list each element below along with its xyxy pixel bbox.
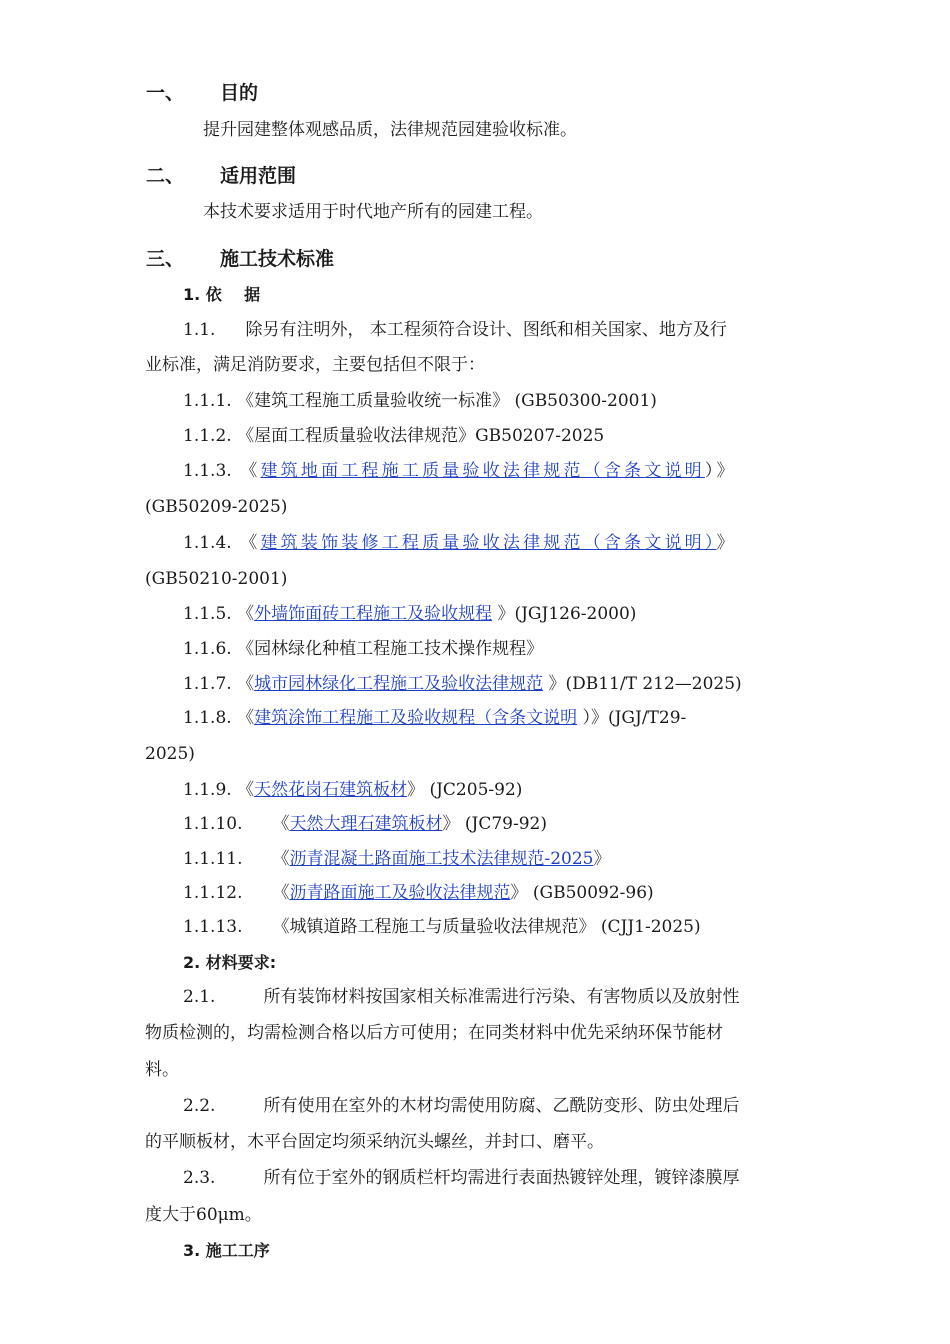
reference-link[interactable]: 天然花岗石建筑板材 [254,780,408,800]
reference-number: 1.1.10. [183,814,243,834]
paragraph-line [183,1095,739,1117]
paragraph-line: 料。 [145,1060,179,1080]
section-number: 一、 [146,82,185,104]
reference-number: 1.1.7. [183,674,232,694]
paragraph-number: 1.1. [183,320,216,340]
reference-text: 《园林绿化种植工程施工技术操作规程》 [237,639,544,659]
reference-link[interactable]: 建筑涂饰工程施工及验收规程（含条文说明 [254,708,578,728]
reference-item [183,638,543,660]
reference-item: 1.1.10. 《天然大理石建筑板材》 (JC79-92) [183,814,547,834]
reference-number: 1.1.13. [183,917,243,937]
reference-number: 1.1.8. [183,708,232,728]
paragraph-text: 除另有注明外， 本工程须符合设计、图纸和相关国家、地方及行 [245,320,727,340]
reference-item: 1.1.11. 《沥青混凝土路面施工技术法律规范-2025》 [183,849,611,869]
section-heading [146,82,258,104]
reference-number: 1.1.12. [183,883,243,903]
reference-number: 1.1.5. [183,604,232,624]
reference-item [183,916,701,938]
reference-number: 1.1.3. [183,461,232,481]
reference-number: 1.1.11. [183,849,243,869]
reference-text: 《建筑工程施工质量验收统一标准》 (GB50300-2001) [237,391,657,411]
reference-item: 1.1.3. 《建筑地面工程施工质量验收法律规范（含条文说明）》 [183,461,737,481]
reference-link[interactable]: 建筑地面工程施工质量验收法律规范（含条文说明 [260,461,705,481]
paragraph-text: 所有位于室外的钢质栏杆均需进行表面热镀锌处理，镀锌漆膜厚 [263,1168,740,1188]
paragraph-line: 业标准，满足消防要求，主要包括但不限于： [145,355,485,375]
reference-number: 1.1.2. [183,426,232,446]
reference-item: 1.1.8. 《建筑涂饰工程施工及验收规程（含条文说明 ）》(JGJ/T29- [183,708,687,728]
paragraph-line [183,986,739,1008]
subsection-heading: 2. 材料要求: [183,953,277,972]
section-title: 目的 [220,82,259,104]
reference-text: 《城镇道路工程施工与质量验收法律规范》 (CJJ1-2025) [272,917,701,937]
reference-item [183,425,604,447]
paragraph-line [183,319,727,341]
section-heading [146,165,296,187]
reference-item: 1.1.5. 《外墙饰面砖工程施工及验收规程 》(JGJ126-2000) [183,604,637,624]
subsection-heading: 3. 施工工序 [183,1241,270,1260]
reference-item: 1.1.12. 《沥青路面施工及验收法律规范》 (GB50092-96) [183,883,654,903]
reference-continuation: 2025) [145,744,195,764]
section-number: 二、 [146,165,185,187]
reference-number: 1.1.6. [183,639,232,659]
reference-link[interactable]: 外墙饰面砖工程施工及验收规程 [254,604,493,624]
section-body: 提升园建整体观感品质，法律规范园建验收标准。 [203,120,577,140]
reference-link[interactable]: 城市园林绿化工程施工及验收法律规范 [254,674,544,694]
reference-link[interactable]: 建筑装饰装修工程质量验收法律规范（含条文说明） [260,533,717,553]
reference-continuation: (GB50209-2025) [145,497,288,517]
section-number: 三、 [146,248,185,270]
reference-number: 1.1.9. [183,780,232,800]
paragraph-number: 2.2. [183,1096,216,1116]
reference-link[interactable]: 天然大理石建筑板材 [289,814,443,834]
paragraph-number: 2.1. [183,987,216,1007]
reference-link[interactable]: 沥青路面施工及验收法律规范 [289,883,511,903]
reference-item: 1.1.7. 《城市园林绿化工程施工及验收法律规范 》(DB11/T 212—2025) [183,674,742,694]
reference-item: 1.1.4. 《建筑装饰装修工程质量验收法律规范（含条文说明）》 [183,533,737,553]
section-title: 适用范围 [220,165,297,187]
reference-text: 《屋面工程质量验收法律规范》GB50207-2025 [237,426,605,446]
paragraph-line [183,1167,739,1189]
paragraph-line: 的平顺板材，木平台固定均须采纳沉头螺丝，并封口、磨平。 [145,1132,604,1152]
paragraph-number: 2.3. [183,1168,216,1188]
section-body: 本技术要求适用于时代地产所有的园建工程。 [203,202,543,222]
section-heading [146,248,334,270]
reference-link[interactable]: 沥青混凝土路面施工技术法律规范-2025 [289,849,594,869]
paragraph-text: 所有使用在室外的木材均需使用防腐、乙酰防变形、防虫处理后 [263,1096,740,1116]
reference-item [183,390,657,412]
reference-number: 1.1.4. [183,533,232,553]
section-title: 施工技术标准 [220,248,335,270]
reference-continuation: (GB50210-2001) [145,569,288,589]
subsection-heading: 1. 依 据 [183,285,261,304]
reference-number: 1.1.1. [183,391,232,411]
paragraph-line: 度大于60μm。 [145,1205,262,1225]
paragraph-text: 所有装饰材料按国家相关标准需进行污染、有害物质以及放射性 [263,987,740,1007]
paragraph-line: 物质检测的，均需检测合格以后方可使用；在同类材料中优先采纳环保节能材 [145,1023,723,1043]
reference-item: 1.1.9. 《天然花岗石建筑板材》 (JC205-92) [183,780,523,800]
